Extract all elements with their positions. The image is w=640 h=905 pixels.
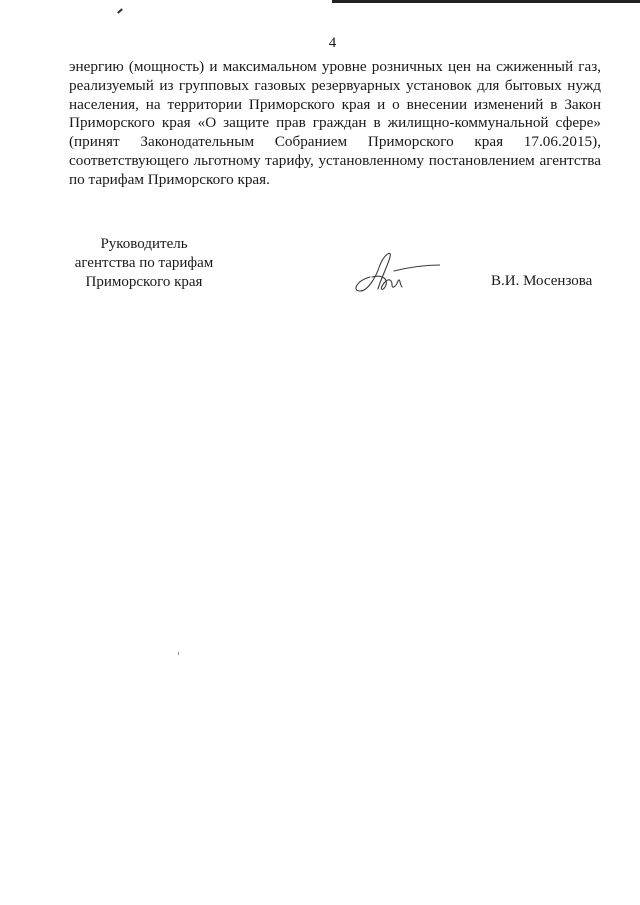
signer-title [54,235,234,292]
body-paragraph [69,58,601,190]
signer-name: В.И. Мосензова [491,273,593,289]
body-line: энергию (мощность) и максимальном уровне розничных цен на сжиженный газ, [69,58,601,75]
page-number: 4 [328,35,337,51]
signer-title-line: агентства по тарифам [74,255,214,271]
body-line: по тарифам Приморского края. [69,170,270,188]
signer-title-line: Приморского края [85,274,203,290]
body-line: населения, на территории Приморского края и о внесении изменений в Закон [69,95,601,113]
top-scan-rule [332,0,640,3]
scan-mark [117,8,123,13]
signer-title-line: Руководитель [100,236,188,252]
scan-dot [178,652,179,655]
handwritten-signature [350,247,440,295]
body-line: (принят Законодательным Собранием Приморского края 17.06.2015), [69,133,601,151]
body-line: Приморского края «О защите прав граждан в жилищно-коммунальной сфере» [69,114,601,132]
body-line: соответствующего льготному тарифу, установленному постановлением агентства [69,151,601,169]
body-line: реализуемый из групповых газовых резервуарных установок для бытовых нужд [69,76,601,94]
